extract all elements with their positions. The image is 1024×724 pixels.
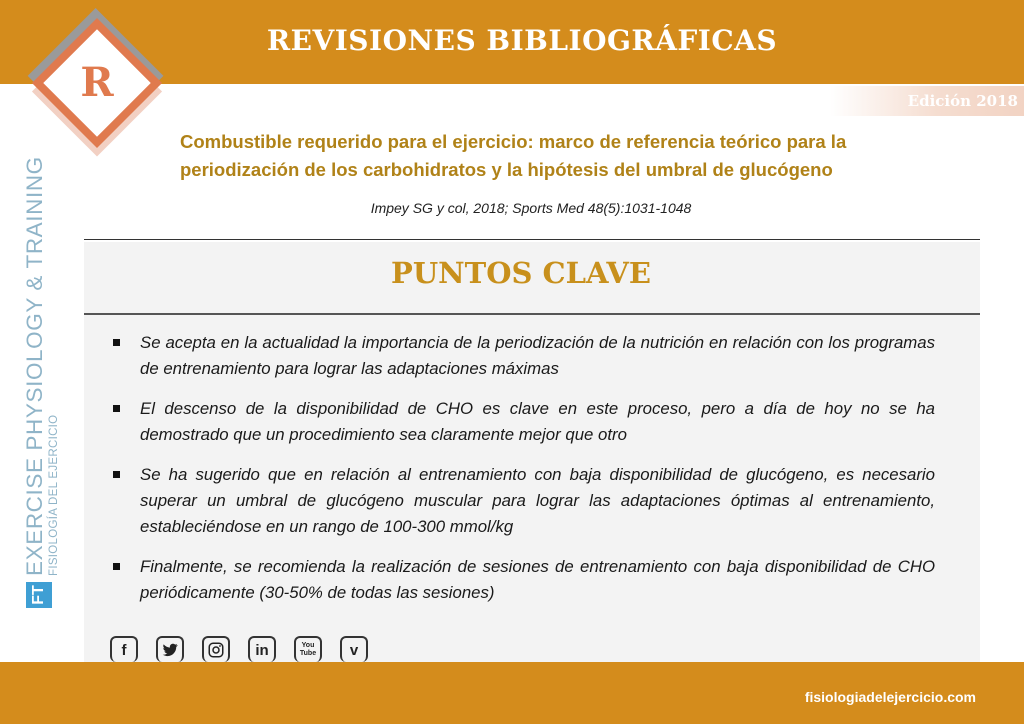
edition-label: Edición 2018 (907, 92, 1018, 110)
key-point-text: Se ha sugerido que en relación al entrenamiento con baja disponibilidad de glucógeno, es necesario superar un umbral de glucógeno muscular para lograr las adaptaciones óptimas al entrenamiento, estableciéndose en un rango de 100-300 mmol/kg (140, 465, 935, 536)
logo-letter: R (80, 59, 114, 106)
brand-subtitle: FISIOLOGÍA DEL EJERCICIO (48, 414, 60, 576)
brand-name: EXERCISE PHYSIOLOGY & TRAINING (22, 156, 47, 576)
divider-top (84, 239, 980, 240)
article-citation: Impey SG y col, 2018; Sports Med 48(5):1031-1048 (370, 200, 692, 216)
twitter-icon[interactable] (156, 636, 184, 662)
article-title-line1: Combustible requerido para el ejercicio: marco de referencia teórico para la (180, 131, 847, 152)
key-point (110, 554, 935, 606)
instagram-icon[interactable] (202, 636, 230, 662)
brand-vertical (22, 156, 66, 610)
section-title: PUNTOS CLAVE (391, 256, 651, 290)
bullet-icon (113, 563, 120, 570)
key-points-list (110, 330, 935, 620)
key-point (110, 330, 935, 382)
key-point-text: Finalmente, se recomienda la realización de sesiones de entrenamiento con baja disponibilidad de CHO periódicamente (30-50% de todas las sesiones) (140, 557, 935, 602)
article-title (180, 128, 940, 184)
key-point (110, 462, 935, 540)
edition-strip (830, 86, 1024, 116)
divider-section (84, 313, 980, 315)
article-title-line2: periodización de los carbohidratos y la hipótesis del umbral de glucógeno (180, 159, 833, 180)
linkedin-icon[interactable]: in (248, 636, 276, 662)
key-point (110, 396, 935, 448)
key-point-text: Se acepta en la actualidad la importancia de la periodización de la nutrición en relación con los programas de entrenamiento para lograr las adaptaciones máximas (140, 333, 935, 378)
facebook-icon[interactable]: f (110, 636, 138, 662)
youtube-icon[interactable]: You Tube (294, 636, 322, 662)
revisiones-logo (22, 8, 172, 158)
header-title: REVISIONES BIBLIOGRÁFICAS (266, 24, 778, 57)
key-point-text: El descenso de la disponibilidad de CHO es clave en este proceso, pero a día de hoy no se ha demostrado que un procedimiento sea claramente mejor que otro (140, 399, 935, 444)
vimeo-icon[interactable]: v (340, 636, 368, 662)
brand-mark-icon: FT (26, 582, 52, 608)
bullet-icon (113, 471, 120, 478)
website-link[interactable]: fisiologiadelejercicio.com (804, 689, 976, 705)
bullet-icon (113, 339, 120, 346)
bullet-icon (113, 405, 120, 412)
